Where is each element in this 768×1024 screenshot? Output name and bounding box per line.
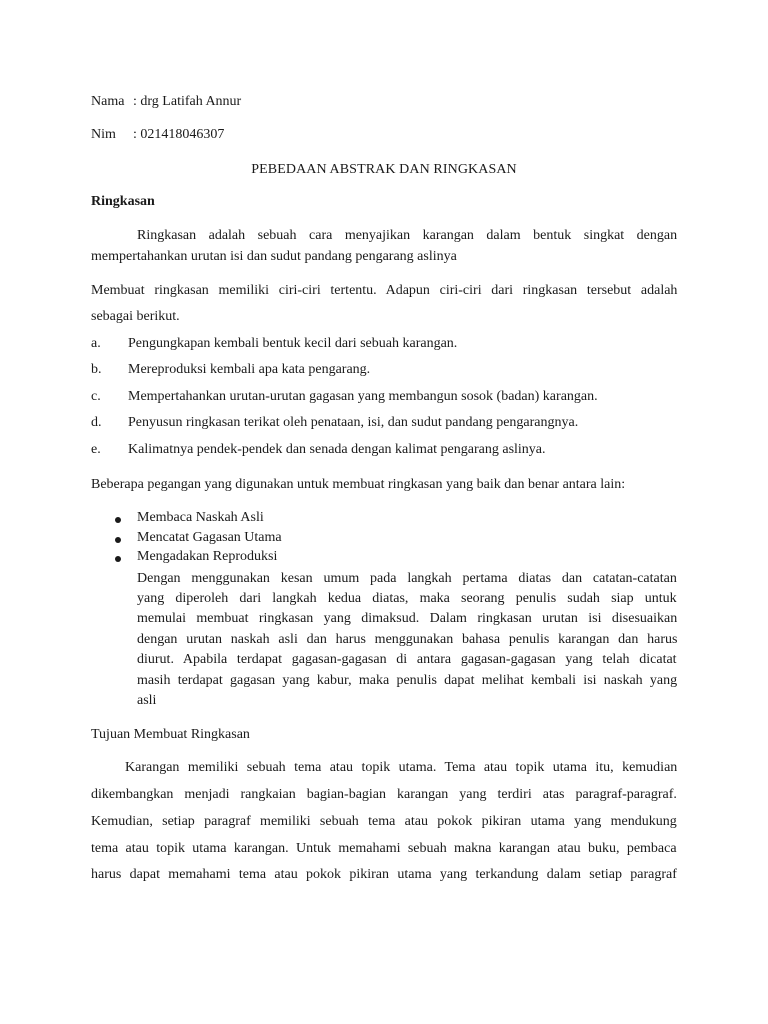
reproduksi-line: dengan urutan naskah asli dan harus menggunakan bahasa penulis karangan dan harus [137, 632, 678, 647]
reproduksi-line: yang diperoleh dari langkah kedua diatas, maka seorang penulis sudah siap untuk [137, 591, 677, 606]
section-heading-ringkasan: Ringkasan [91, 194, 155, 209]
tujuan-line: dikembangkan menjadi rangkaian bagian-bagian karangan yang terdiri atas paragraf-paragraf. [91, 787, 677, 802]
reproduksi-line: memulai membuat ringkasan yang dimaksud. Dalam ringkasan urutan isi disesuaikan [137, 611, 678, 626]
ciri-line-1: Membuat ringkasan memiliki ciri-ciri tertentu. Adapun ciri-ciri dari ringkasan tersebut adalah [91, 283, 678, 298]
ciri-text: Kalimatnya pendek-pendek dan senada dengan kalimat pengarang aslinya. [128, 442, 546, 457]
ciri-marker: d. [91, 415, 102, 430]
bullet-dot-icon [115, 556, 121, 562]
reproduksi-line: diurut. Apabila terdapat gagasan-gagasan di antara gagasan-gagasan yang telah dicatat [137, 652, 677, 667]
ciri-line-2: sebagai berikut. [91, 309, 180, 324]
pegangan-intro: Beberapa pegangan yang digunakan untuk membuat ringkasan yang baik dan benar antara lain: [91, 477, 626, 492]
ciri-text: Mempertahankan urutan-urutan gagasan yang membangun sosok (badan) karangan. [128, 389, 598, 404]
ciri-text: Pengungkapan kembali bentuk kecil dari sebuah karangan. [128, 336, 458, 351]
ciri-marker: c. [91, 389, 101, 404]
tujuan-line: harus dapat memahami tema atau pokok pikiran utama yang terkandung dalam setiap paragraf [91, 867, 677, 882]
tujuan-line: Karangan memiliki sebuah tema atau topik utama. Tema atau topik utama itu, kemudian [125, 760, 678, 775]
ciri-marker: e. [91, 442, 101, 457]
bullet-text: Mencatat Gagasan Utama [137, 530, 282, 545]
name-value: : drg Latifah Annur [133, 94, 242, 109]
ciri-marker: b. [91, 362, 102, 377]
bullet-dot-icon [115, 537, 121, 543]
name-label: Nama [91, 94, 125, 109]
tujuan-line: Kemudian, setiap paragraf memiliki sebuah tema atau pokok pikiran utama yang mendukung [91, 814, 677, 829]
intro-line-1: Ringkasan adalah sebuah cara menyajikan karangan dalam bentuk singkat dengan [137, 228, 678, 243]
section-heading-tujuan: Tujuan Membuat Ringkasan [91, 727, 250, 742]
nim-label: Nim [91, 127, 116, 142]
bullet-text: Mengadakan Reproduksi [137, 549, 278, 564]
bullet-text: Membaca Naskah Asli [137, 510, 264, 525]
document-title: PEBEDAAN ABSTRAK DAN RINGKASAN [251, 162, 517, 177]
reproduksi-line: Dengan menggunakan kesan umum pada langkah pertama diatas dan catatan-catatan [137, 571, 677, 586]
ciri-text: Mereproduksi kembali apa kata pengarang. [128, 362, 371, 377]
reproduksi-line: asli [137, 693, 157, 708]
ciri-marker: a. [91, 336, 101, 351]
reproduksi-line: masih terdapat gagasan yang kabur, maka penulis dapat melihat kembali isi naskah yang [137, 673, 678, 688]
tujuan-line: tema atau topik utama karangan. Untuk memahami sebuah makna karangan atau buku, pembaca [91, 841, 677, 856]
ciri-text: Penyusun ringkasan terikat oleh penataan, isi, dan sudut pandang pengarangnya. [128, 415, 579, 430]
intro-line-2: mempertahankan urutan isi dan sudut pandang pengarang aslinya [91, 249, 457, 264]
nim-value: : 021418046307 [133, 127, 225, 142]
bullet-dot-icon [115, 517, 121, 523]
